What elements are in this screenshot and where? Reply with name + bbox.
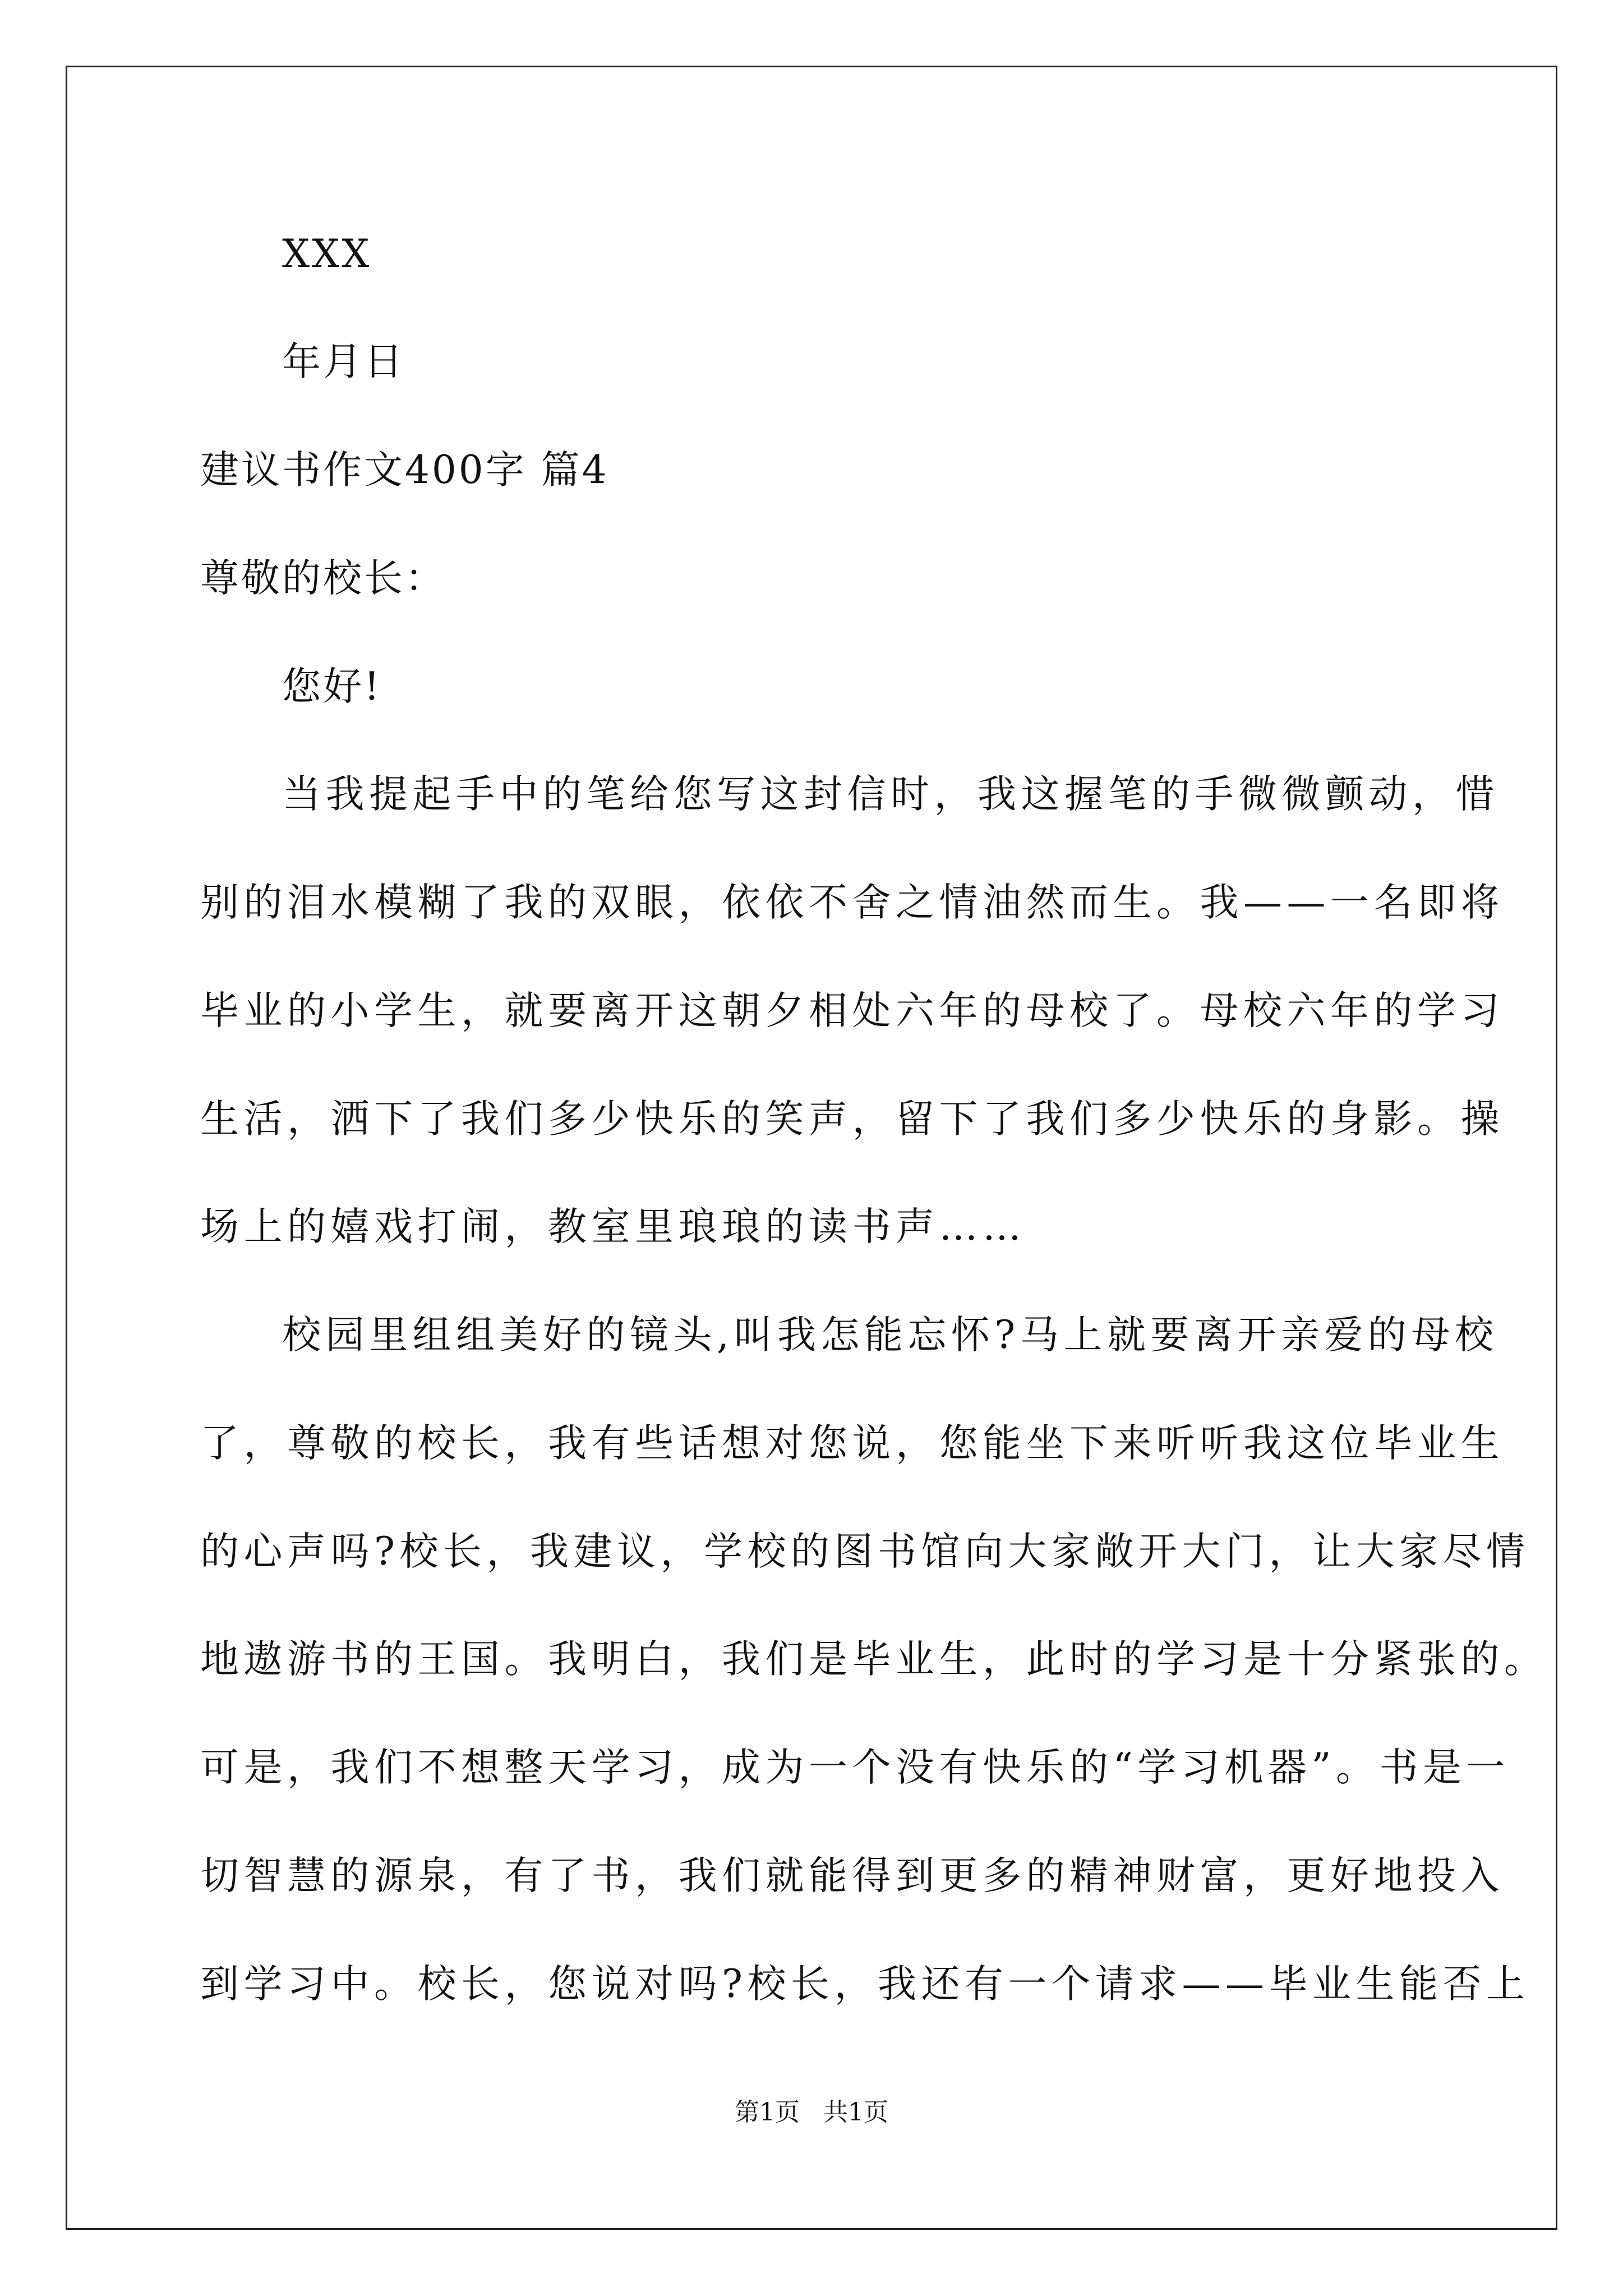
page-total: 共1页: [823, 2098, 888, 2127]
paragraph-2-line: 到学习中。校长，您说对吗?校长，我还有一个请求——毕业生能否上: [200, 1962, 1530, 2007]
paragraph-2-line: 校园里组组美好的镜头,叫我怎能忘怀?马上就要离开亲爱的母校: [282, 1313, 1498, 1358]
paragraph-2-line: 切智慧的源泉，有了书，我们就能得到更多的精神财富，更好地投入: [200, 1853, 1504, 1898]
paragraph-2-line: 地遨游书的王国。我明白，我们是毕业生，此时的学习是十分紧张的。: [200, 1637, 1548, 1682]
page-footer: [0, 2096, 1623, 2129]
paragraph-1-line: 场上的嬉戏打闹，教室里琅琅的读书声……: [200, 1204, 1026, 1249]
paragraph-1-line: 当我提起手中的笔给您写这封信时，我这握笔的手微微颤动，惜: [282, 772, 1499, 817]
paragraph-1-line: 生活，洒下了我们多少快乐的笑声，留下了我们多少快乐的身影。操: [200, 1097, 1504, 1142]
paragraph-2-line: 可是，我们不想整天学习，成为一个没有快乐的“学习机器”。书是一: [200, 1745, 1510, 1790]
date-line: 年月日: [282, 339, 405, 384]
salutation: 尊敬的校长：: [200, 556, 446, 601]
signature: XXX: [282, 232, 372, 277]
paragraph-2-line: 了，尊敬的校长，我有些话想对您说，您能坐下来听听我这位毕业生: [200, 1421, 1504, 1466]
paragraph-1-line: 别的泪水模糊了我的双眼，依依不舍之情油然而生。我——一名即将: [200, 880, 1504, 925]
page-border: [66, 66, 1557, 2230]
paragraph-1-line: 毕业的小学生，就要离开这朝夕相处六年的母校了。母校六年的学习: [200, 988, 1504, 1033]
paragraph-2-line: 的心声吗?校长，我建议，学校的图书馆向大家敞开大门，让大家尽情: [200, 1529, 1530, 1574]
greeting: 您好!: [282, 664, 382, 709]
essay-heading: 建议书作文400字 篇4: [200, 448, 609, 493]
page-number: 第1页: [735, 2098, 800, 2127]
